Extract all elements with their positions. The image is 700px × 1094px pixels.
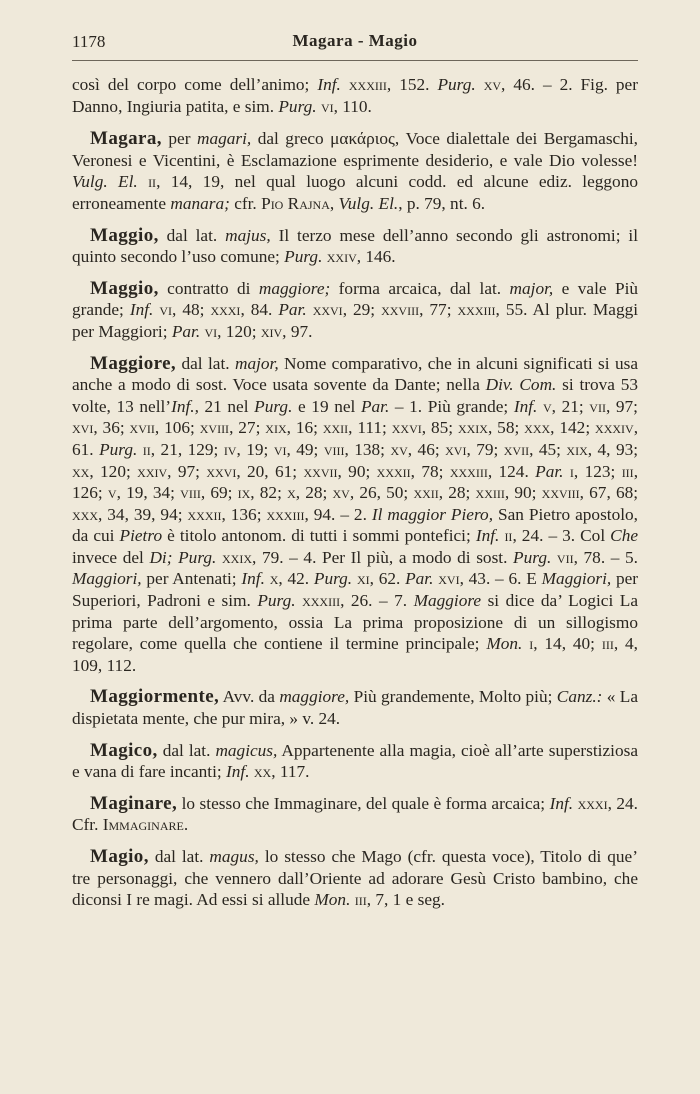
text-run: , 110. [333,96,372,116]
text-run: , 21, 129; [150,439,224,459]
text-run: , 69; [200,483,238,503]
headword: Maggio, [90,277,159,299]
small-caps-text: xxxiii [302,591,341,611]
italic-text: Par. [405,569,434,589]
small-caps-text: xvi [72,418,94,438]
text-run: , 42. [278,569,314,589]
body-text [72,74,638,921]
italic-text: Inf., [171,396,199,416]
small-caps-text: xx [253,762,272,782]
text-run: , 21; [551,396,590,416]
small-caps-text: xvi [438,569,460,589]
italic-text: Inf. [513,396,538,416]
text-run: Nome comparativo, che in alcuni significati si usa anche a modo di sost. Voce usata sovente da Dante; nella [72,353,639,395]
text-run: si dice da’ Logici La prima parte dell’argomento, ossia La prima proposizione di un sillogismo regolare, come quella che contiene il termine principale; [72,591,638,654]
italic-text: Purg. [284,247,323,267]
italic-text: Mon. [314,890,351,910]
text-run: forma arcaica, dal lat. [330,278,510,298]
small-caps-text: vi [159,300,173,320]
small-caps-text: i [569,461,574,481]
text-run [341,75,349,94]
text-run: dal lat. [157,740,216,760]
small-caps-text: xix [566,439,588,459]
small-caps-text: xxiii [475,483,505,503]
text-run: è titolo antonom. di tutti i sommi pontefici; [162,526,476,546]
italic-text: Div. Com. [485,375,557,395]
italic-text: Che [610,526,639,546]
small-caps-text: ii [148,172,157,192]
text-run: , 97; [167,461,207,481]
text-run: dal greco μακάριος, Voce dialettale dei Bergamaschi, Veronesi e Vicentini, è Esclamazione esprimente desiderio, e vale Dio volesse! [72,129,638,170]
small-caps-text: xxxi [210,300,241,320]
small-caps-text: xx [72,461,90,481]
italic-text: Par. [360,396,390,416]
text-run: , 67, 68; [579,483,639,503]
small-caps-text: xxvi [206,461,237,481]
text-run: , 28; [438,483,476,503]
text-run: , 124. [487,461,536,481]
italic-text: Canz.: [556,687,603,707]
small-caps-text: xviii [199,418,230,438]
text-run: lo stesso che Mago (cfr. questa voce), Titolo di que’ tre personaggi, che vennero dall’Oriente ad adorare Gesù Cristo bambino, che diconsi I re magi. Ad essi si allude [72,847,638,910]
small-caps-text: xvi [445,439,467,459]
small-caps-text: iii [354,890,367,910]
text-run: – 1. Più grande; [389,396,514,416]
text-run: , 123; [573,461,622,481]
small-caps-text: xxxii [187,504,222,524]
small-caps-text: xxxiii [266,504,305,524]
text-run: , 79; [466,439,504,459]
text-run: Appartenente alla magia, cioè all’arte superstiziosa e vana di fare incanti; [72,740,638,782]
text-run: , 84. [240,300,279,320]
text-run: , 61. [72,418,639,459]
text-run: , 14, 40; [533,634,602,654]
small-caps-text: iv [223,439,237,459]
italic-text: Purg. [513,547,552,567]
italic-text: magari, [196,129,252,149]
text-run: , 24. Cfr. [72,793,638,835]
italic-text: Inf. [317,75,341,94]
page-number: 1178 [72,32,106,51]
italic-text: manara; [170,193,230,213]
small-caps-text: xxix [457,418,488,438]
italic-text: Par. [171,321,201,341]
small-caps-text: xv [332,483,350,503]
italic-text: Mon. [486,634,523,654]
small-caps-text: iii [601,634,614,654]
text-run: , 46; [407,439,446,459]
italic-text: maggiore, [279,687,350,707]
italic-text: major, [234,353,279,373]
text-run: San Pietro apostolo, da cui [72,504,639,546]
italic-text: Purg. [313,569,353,589]
text-run: , 106; [154,418,200,438]
italic-text: major, [509,278,554,298]
italic-text: maggiore; [258,278,331,298]
text-run: , 19; [236,439,274,459]
text-run: , 142; [550,418,596,438]
text-run: per Superiori, Padroni e sim. [72,569,639,611]
entry-magico [72,740,638,783]
small-caps-text: xxxiii [348,75,387,94]
running-head: Magara - Magio [292,31,418,50]
small-caps-text: Pio Rajna [261,193,330,213]
small-caps-text: x [287,483,296,503]
italic-text: magus, [209,847,259,866]
text-run: , 152. [386,75,438,94]
small-caps-text: xxxi [577,793,608,813]
italic-text: Inf. [475,526,500,546]
small-caps-text: xxx [72,504,98,524]
text-run: per Antenati; [141,569,242,589]
entry-maginare [72,793,638,836]
headword: Magara, [90,128,162,150]
text-run: , 82; [250,483,288,503]
text-run: , 90; [504,483,542,503]
small-caps-text: vi [204,321,218,341]
text-run: « La dispietata mente, che pur mira, » v. 24. [72,687,638,729]
italic-text: Purg. [437,75,476,94]
small-caps-text: xxvi [312,300,343,320]
small-caps-text: xxxiii [457,300,496,320]
text-run: , 146. [356,247,396,267]
italic-text: majus, [225,225,271,245]
small-caps-text: xvii [129,418,155,438]
text-run: Più grandemente, Molto più; [349,687,557,707]
text-run: , 136; [221,504,267,524]
text-run: , 120; [217,321,261,341]
small-caps-text: Immaginare [102,815,184,835]
small-caps-text: xxviii [541,483,580,503]
small-caps-text: xix [265,418,287,438]
text-run: , 7, 1 e seg. [366,890,445,910]
italic-text: Purg. [278,96,317,116]
small-caps-text: v [542,396,552,416]
small-caps-text: xvii [503,439,530,459]
italic-text: Vulg. El. [338,193,399,213]
italic-text: Di; [149,547,173,567]
small-caps-text: xxiv [137,461,168,481]
small-caps-text: xiv [260,321,283,341]
headword: Maggiormente, [90,686,220,708]
small-caps-text: xv [483,75,502,94]
text-run: e vale Più grande; [72,278,639,320]
headword: Magico, [90,739,158,761]
entry-maggio-month [72,225,638,268]
small-caps-text: iii [621,461,634,481]
small-caps-text: xxviii [381,300,420,320]
italic-text: Inf. [226,762,250,782]
italic-text: Maggiori, [541,569,612,589]
text-run: , 4, 93; [587,439,639,459]
text-run: , 138; [344,439,391,459]
headword: Maggiore, [90,352,177,374]
text-run: , 43. – 6. E [459,569,542,589]
text-run: , 27; [229,418,266,438]
small-caps-text: viii [180,483,201,503]
small-caps-text: vii [556,547,574,567]
text-run: , 19, 34; [116,483,181,503]
text-run: , 34, 39, 94; [98,504,188,524]
italic-text: Purg. [178,547,217,567]
text-run: così del corpo come dell’animo; [72,75,318,94]
small-caps-text: xxix [222,547,252,567]
entry-continuation [72,74,638,117]
headword: Maginare, [90,792,178,814]
text-run: Avv. da [219,687,280,707]
small-caps-text: i [529,634,534,654]
small-caps-text: xxx [524,418,551,438]
entry-magara [72,128,638,214]
text-run: , 126; [72,461,639,503]
text-run: si trova 53 volte, 13 nell’ [72,375,639,416]
text-run: , 48; [172,300,211,320]
italic-text: magicus, [215,740,278,760]
text-run: , 55. Al plur. Maggi per Maggiori; [72,300,639,341]
italic-text: Inf. [241,569,265,589]
text-run: , 78; [410,461,450,481]
italic-text: Maggiori, [72,569,142,589]
text-run: , 90; [337,461,377,481]
italic-text: Purg. [257,591,296,611]
small-caps-text: xxvii [303,461,338,481]
text-run: , 45; [529,439,567,459]
small-caps-text: xxvi [391,418,422,438]
italic-text: Par. [535,461,564,481]
text-run: , 26. – 7. [340,591,414,611]
text-run [476,75,484,94]
text-run: , 58; [487,418,525,438]
text-run: , 4, 109, 112. [72,634,638,675]
small-caps-text: vii [589,396,606,416]
text-run: dal lat. [158,225,226,245]
text-run: , p. 79, nt. 6. [398,193,486,213]
text-run: dal lat. [148,847,210,866]
text-run: , 29; [342,300,382,320]
italic-text: Il maggior Piero, [371,504,494,524]
text-run: , [329,193,339,213]
small-caps-text: ix [237,483,251,503]
text-run: , 97. [282,321,313,341]
text-run: 21 nel [198,396,255,416]
text-run: , 117. [271,762,310,782]
italic-text: Inf. [549,793,574,813]
text-run: , 49; [286,439,324,459]
text-run: , 120; [89,461,138,481]
entry-maggiormente [72,686,638,729]
page-header [72,30,638,61]
italic-text: Purg. [99,439,138,459]
text-run: , 16; [286,418,323,438]
text-run: , 46. – 2. Fig. per Danno, Ingiuria patita, e sim. [72,75,638,116]
italic-text: Pietro [119,526,163,546]
small-caps-text: xxxiii [449,461,488,481]
text-run: , 111; [348,418,392,438]
text-run [138,172,148,191]
italic-text: Vulg. El. [72,172,138,192]
text-run: , 77; [419,300,458,320]
text-run: , 62. [369,569,406,589]
small-caps-text: x [269,569,279,589]
text-run: , 85; [421,418,458,438]
text-run: lo stesso che Immaginare, del quale è forma arcaica; [177,793,550,813]
text-run: , 14, 19, nel qual luogo alcuni codd. ed alcune ediz. leggono erroneamente [72,172,638,213]
italic-text: Inf. [129,300,154,320]
small-caps-text: vi [320,96,334,116]
small-caps-text: xxii [322,418,349,438]
text-run: , 94. – 2. [304,504,372,524]
text-run: , 20, 61; [236,461,304,481]
text-run: Il terzo mese dell’anno secondo gli astronomi; il quinto secondo l’uso comune; [72,225,638,267]
text-run: , 26, 50; [349,483,414,503]
small-caps-text: xxiv [326,247,357,267]
small-caps-text: xxii [413,483,439,503]
text-run: per [161,129,197,149]
italic-text: Par. [278,300,307,320]
small-caps-text: viii [323,439,345,459]
small-caps-text: vi [273,439,287,459]
text-run: e 19 nel [292,396,361,416]
small-caps-text: ii [504,526,513,546]
small-caps-text: v [107,483,117,503]
text-run: , 79. – 4. Per Il più, a modo di sost. [252,547,514,567]
text-run: contratto di [158,278,259,298]
text-run: invece del [72,547,150,567]
entry-magio [72,846,638,911]
text-run: , 28; [295,483,333,503]
text-run: , 36; [93,418,130,438]
small-caps-text: xv [390,439,408,459]
small-caps-text: xi [356,569,370,589]
italic-text: Maggiore [413,591,482,611]
headword: Maggio, [90,224,159,246]
text-run: , 24. – 3. Col [512,526,611,546]
text-run: cfr. [229,193,262,213]
entry-maggiore [72,353,638,677]
headword: Magio, [90,846,149,867]
italic-text: Purg. [254,396,293,416]
text-run: . [183,815,189,835]
small-caps-text: xxxii [376,461,411,481]
entry-maggio-contracted [72,278,638,343]
text-run: dal lat. [176,353,235,373]
text-run: , 78. – 5. [573,547,638,567]
text-run: , 97; [605,396,638,416]
small-caps-text: ii [142,439,151,459]
small-caps-text: xxxiv [595,418,634,438]
